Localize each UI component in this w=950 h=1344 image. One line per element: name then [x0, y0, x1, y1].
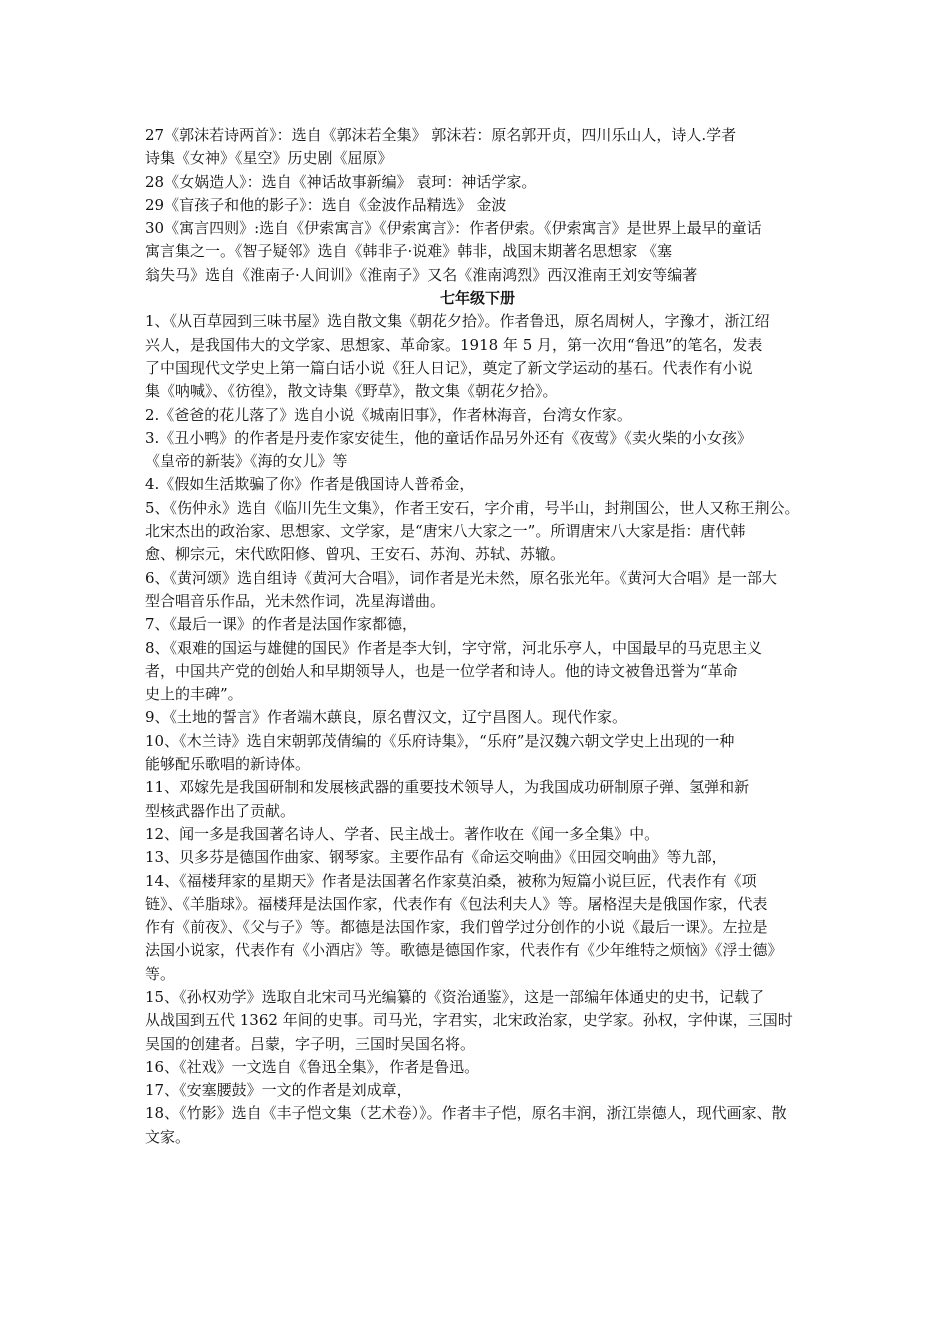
text-line: 29《盲孩子和他的影子》：选自《金波作品精选》 金波	[145, 195, 507, 214]
text-line: 了中国现代文学史上第一篇白话小说《狂人日记》，奠定了新文学运动的基石。代表作有小说	[145, 358, 753, 377]
text-line: 型核武器作出了贡献。	[145, 801, 296, 820]
text-line: 《皇帝的新装》《海的女儿》等	[145, 452, 348, 471]
text-line: 链》、《羊脂球》。福楼拜是法国作家，代表作有《包法利夫人》等。屠格涅夫是俄国作家，代表	[145, 894, 768, 913]
text-line: 史上的丰碑”。	[145, 685, 243, 704]
text-line: 3.《丑小鸭》的作者是丹麦作家安徒生，他的童话作品另外还有《夜莺》《卖火柴的小女孩》	[145, 428, 752, 447]
text-line: 诗集《女神》《星空》历史剧《屈原》	[145, 149, 393, 168]
text-line: 翁失马》选自《淮南子·人间训》《淮南子》又名《淮南鸿烈》西汉淮南王刘安等编著	[145, 265, 698, 284]
text-line: 2.《爸爸的花儿落了》选自小说《城南旧事》，作者林海音，台湾女作家。	[145, 405, 632, 424]
text-line: 从战国到五代 1362 年间的史事。司马光，字君实，北宋政治家，史学家。孙权，字仲谋，三国时	[145, 1011, 793, 1030]
text-line: 14、《福楼拜家的星期天》作者是法国著名作家莫泊桑，被称为短篇小说巨匠，代表作有《项	[145, 871, 757, 890]
text-line: 北宋杰出的政治家、思想家、文学家，是“唐宋八大家之一”。所谓唐宋八大家是指：唐代韩	[145, 522, 746, 541]
text-line: 30《寓言四则》:选自《伊索寓言》《伊索寓言》：作者伊索。《伊索寓言》是世界上最早的童话	[145, 219, 762, 238]
text-line: 能够配乐歌唱的新诗体。	[145, 755, 311, 774]
text-line: 寓言集之一。《智子疑邻》选自《韩非子·说难》韩非，战国末期著名思想家 《塞	[145, 242, 673, 261]
text-line: 型合唱音乐作品，光未然作词，冼星海谱曲。	[145, 591, 446, 610]
text-line: 6、《黄河颂》选自组诗《黄河大合唱》，词作者是光未然，原名张光年。《黄河大合唱》是一部大	[145, 568, 778, 587]
text-line: 4.《假如生活欺骗了你》作者是俄国诗人普希金，	[145, 475, 475, 494]
text-line: 11、邓嫁先是我国研制和发展核武器的重要技术领导人，为我国成功研制原子弹、氢弹和新	[145, 778, 750, 797]
section-title: 七年级下册	[439, 289, 515, 308]
text-line: 15、《孙权劝学》选取自北宋司马光编纂的《资治通鉴》，这是一部编年体通史的史书，记载了	[145, 987, 765, 1006]
grade7-vol2-section	[145, 310, 810, 1149]
text-line: 16、《社戏》一文选自《鲁迅全集》，作者是鲁迅。	[145, 1057, 480, 1076]
text-line: 18、《竹影》选自《丰子恺文集（艺术卷）》。作者丰子恺，原名丰润，浙江崇德人，现代画家、散	[145, 1104, 787, 1123]
text-line: 27《郭沫若诗两首》：选自《郭沫若全集》 郭沫若：原名郭开贞，四川乐山人，诗人.学者	[145, 126, 737, 144]
text-line: 集《呐喊》、《彷徨》，散文诗集《野草》，散文集《朝花夕拾》。	[145, 382, 558, 401]
text-line: 7、《最后一课》的作者是法国作家都德，	[145, 615, 418, 634]
text-line: 作有《前夜》、《父与子》等。都德是法国作家，我们曾学过分创作的小说《最后一课》。左拉是	[145, 918, 768, 937]
text-line: 13、贝多芬是德国作曲家、钢琴家。主要作品有《命运交响曲》《田园交响曲》等九部，	[145, 848, 727, 867]
text-line: 5、《伤仲永》选自《临川先生文集》，作者王安石，字介甫，号半山，封荆国公，世人又称王荆公。	[145, 498, 800, 517]
document-page	[145, 124, 810, 1149]
text-line: 12、闻一多是我国著名诗人、学者、民主战士。著作收在《闻一多全集》中。	[145, 824, 660, 843]
text-line: 9、《土地的誓言》作者端木蕻良，原名曹汉文，辽宁昌图人。现代作家。	[145, 708, 628, 727]
text-line: 兴人，是我国伟大的文学家、思想家、革命家。1918 年 5 月，第一次用“鲁迅”的笔名，发表	[145, 335, 763, 354]
text-line: 17、《安塞腰鼓》一文的作者是刘成章，	[145, 1081, 412, 1100]
text-line: 28《女娲造人》：选自《神话故事新编》 袁珂：神话学家。	[145, 172, 537, 191]
text-line: 吴国的创建者。吕蒙，字子明，三国时吴国名将。	[145, 1034, 476, 1053]
text-line: 者，中国共产党的创始人和早期领导人，也是一位学者和诗人。他的诗文被鲁迅誉为“革命	[145, 661, 738, 680]
prev-section	[145, 124, 810, 287]
text-line: 8、《艰难的国运与雄健的国民》作者是李大钊，字守常，河北乐亭人，中国最早的马克思主义	[145, 638, 763, 657]
text-line: 1、《从百草园到三味书屋》选自散文集《朝花夕拾》。作者鲁迅，原名周树人，字豫才，浙江绍	[145, 312, 770, 331]
text-line: 文家。	[145, 1127, 191, 1146]
text-line: 10、《木兰诗》选自宋朝郭茂倩编的《乐府诗集》，“乐府”是汉魏六朝文学史上出现的一种	[145, 731, 735, 750]
text-line: 法国小说家，代表作有《小酒店》等。歌德是德国作家，代表作有《少年维特之烦恼》《浮士德》	[145, 941, 783, 960]
text-line: 等。	[145, 964, 176, 983]
text-line: 愈、柳宗元，宋代欧阳修、曾巩、王安石、苏洵、苏轼、苏辙。	[145, 545, 566, 564]
